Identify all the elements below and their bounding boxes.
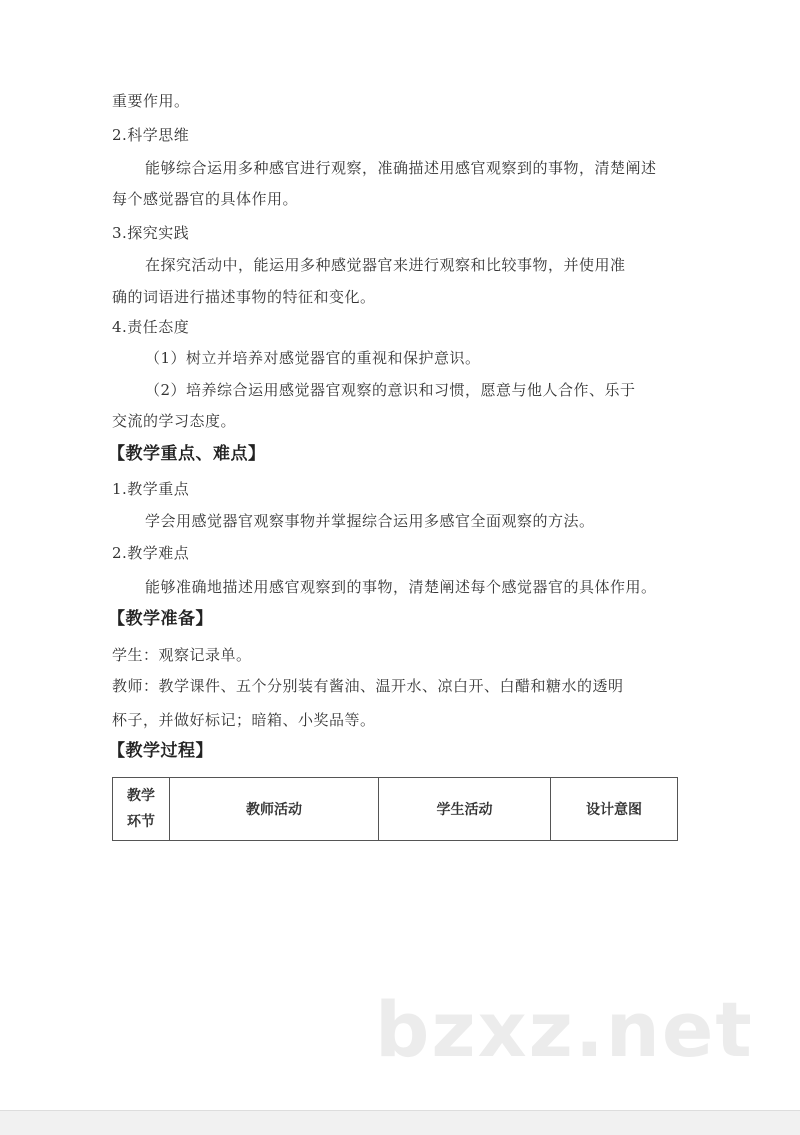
page-bottom-edge (0, 1110, 800, 1135)
table-header-row (113, 778, 678, 841)
paragraph-line: 能够综合运用多种感官进行观察，准确描述用感官观察到的事物，清楚阐述 (145, 159, 657, 177)
section-heading: 【教学重点、难点】 (108, 444, 266, 464)
subheading: 2.教学难点 (112, 544, 190, 562)
teaching-process-table (112, 777, 678, 841)
subheading: 3.探究实践 (112, 224, 190, 242)
paragraph-line: 教师：教学课件、五个分别装有酱油、温开水、凉白开、白醋和糖水的透明 (112, 677, 624, 695)
paragraph-line: 交流的学习态度。 (112, 412, 237, 430)
subheading: 2.科学思维 (112, 126, 190, 144)
section-heading: 【教学准备】 (108, 609, 213, 629)
paragraph-line: 确的词语进行描述事物的特征和变化。 (112, 288, 376, 306)
list-item: （2）培养综合运用感觉器官观察的意识和习惯，愿意与他人合作、乐于 (145, 381, 636, 399)
header-cell-stage (113, 778, 170, 841)
paragraph-line: 在探究活动中，能运用多种感觉器官来进行观察和比较事物，并使用准 (145, 256, 626, 274)
paragraph-line: 学生：观察记录单。 (112, 646, 252, 664)
list-item: （1）树立并培养对感觉器官的重视和保护意识。 (145, 349, 481, 367)
section-heading: 【教学过程】 (108, 741, 213, 761)
header-text: 环节 (127, 814, 155, 830)
subheading: 4.责任态度 (112, 318, 190, 336)
paragraph-line: 杯子，并做好标记；暗箱、小奖品等。 (112, 711, 376, 729)
paragraph-line: 能够准确地描述用感官观察到的事物，清楚阐述每个感觉器官的具体作用。 (145, 578, 657, 596)
header-cell-teacher: 教师活动 (170, 778, 379, 841)
header-cell-student: 学生活动 (379, 778, 551, 841)
subheading: 1.教学重点 (112, 480, 190, 498)
paragraph-line: 学会用感觉器官观察事物并掌握综合运用多感官全面观察的方法。 (145, 512, 595, 530)
watermark: bzxz.net (375, 985, 754, 1074)
paragraph-line: 重要作用。 (112, 92, 190, 110)
header-text: 教学 (127, 788, 155, 804)
paragraph-line: 每个感觉器官的具体作用。 (112, 190, 299, 208)
header-cell-intent: 设计意图 (551, 778, 678, 841)
